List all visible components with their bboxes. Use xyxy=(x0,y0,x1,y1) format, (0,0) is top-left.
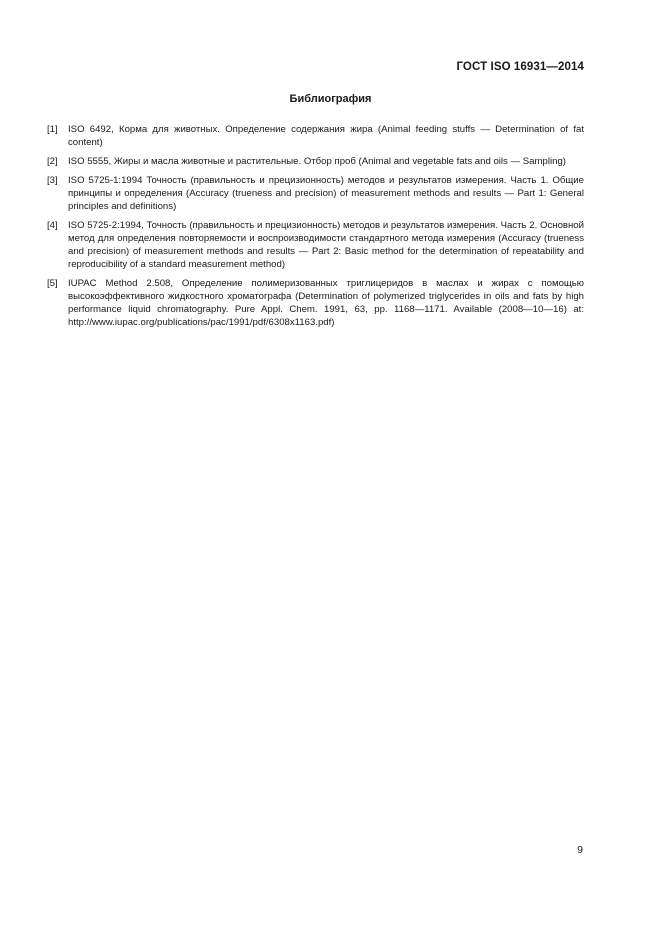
entry-number: [5] xyxy=(47,278,58,289)
bibliography-entry xyxy=(47,123,584,149)
bibliography-entry xyxy=(47,277,584,329)
entry-text: ISO 5725-1:1994 Точность (правильность и прецизионность) методов и результатов измерения. Часть 1. Общие принципы и определения (Accuracy (trueness and precision) of measurement methods and results — Part 1: General principles and definitions) xyxy=(68,175,584,212)
bibliography-entry xyxy=(47,155,584,168)
entry-text: ISO 5725-2:1994, Точность (правильность и прецизионность) методов и результатов измерения. Часть 2. Основной метод для определения повторяемости и воспроизводимости стандартного метода измерения (Accuracy (trueness and precision) of measurement methods and results — Part 2: Basic method for the determination of repeatability and reproducibility of a standard measurement method) xyxy=(68,220,584,270)
entry-number: [3] xyxy=(47,175,58,186)
bibliography-title: Библиография xyxy=(289,93,372,105)
entry-text: IUPAC Method 2.508, Определение полимеризованных триглицеридов в маслах и жирах с помощью высокоэффективного жидкостного хроматографа (Determination of polymerized triglycerides in oils and fats by high performance liquid chromatography. Pure Appl. Chem. 1991, 63, pp. 1168—1171. Available (2008—10—16) at: http://www.iupac.org/publications/pac/1991/pdf/6308x1163.pdf) xyxy=(68,278,584,328)
bibliography-entry xyxy=(47,174,584,213)
bibliography-list xyxy=(47,123,584,335)
entry-number: [1] xyxy=(47,124,58,135)
entry-text: ISO 5555, Жиры и масла животные и растительные. Отбор проб (Animal and vegetable fats and oils — Sampling) xyxy=(68,156,566,167)
entry-number: [2] xyxy=(47,156,58,167)
page-number: 9 xyxy=(577,844,583,856)
document-header-standard-id: ГОСТ ISO 16931—2014 xyxy=(456,61,584,73)
entry-text: ISO 6492, Корма для животных. Определение содержания жира (Animal feeding stuffs — Determination of fat content) xyxy=(68,124,584,148)
entry-number: [4] xyxy=(47,220,58,231)
bibliography-entry xyxy=(47,219,584,271)
